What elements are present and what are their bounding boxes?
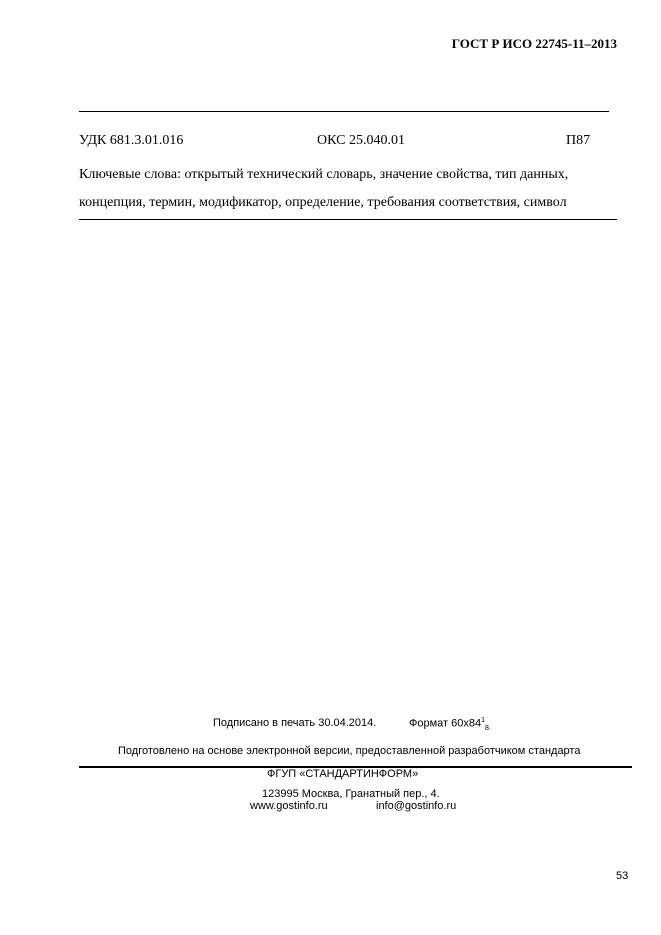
publisher-address: 123995 Москва, Гранатный пер., 4. — [262, 788, 440, 800]
signed-for-print: Подписано в печать 30.04.2014. — [213, 717, 377, 729]
publisher-email: info@gostinfo.ru — [376, 800, 457, 812]
publisher-name: ФГУП «СТАНДАРТИНФОРМ» — [267, 768, 419, 780]
group-code: П87 — [566, 133, 591, 148]
keywords-line-1: Ключевые слова: открытый технический словарь, значение свойства, тип данных, — [79, 167, 569, 182]
format-superscript: 1 — [481, 717, 486, 724]
keywords-divider — [79, 219, 617, 220]
udk-code: УДК 681.3.01.016 — [79, 133, 184, 148]
page-number: 53 — [616, 870, 629, 882]
keywords-line-2: концепция, термин, модификатор, определение, требования соответствия, символ — [79, 195, 567, 210]
publisher-website: www.gostinfo.ru — [250, 800, 328, 812]
oks-code: ОКС 25.040.01 — [317, 133, 405, 148]
prepared-note: Подготовлено на основе электронной версии, предоставленной разработчиком стандарта — [118, 745, 581, 757]
format-subscript: 8. — [485, 724, 491, 732]
top-divider — [79, 111, 609, 112]
paper-format — [409, 717, 491, 732]
document-id: ГОСТ Р ИСО 22745-11–2013 — [451, 36, 617, 51]
format-prefix: Формат 60x84 — [409, 717, 482, 730]
